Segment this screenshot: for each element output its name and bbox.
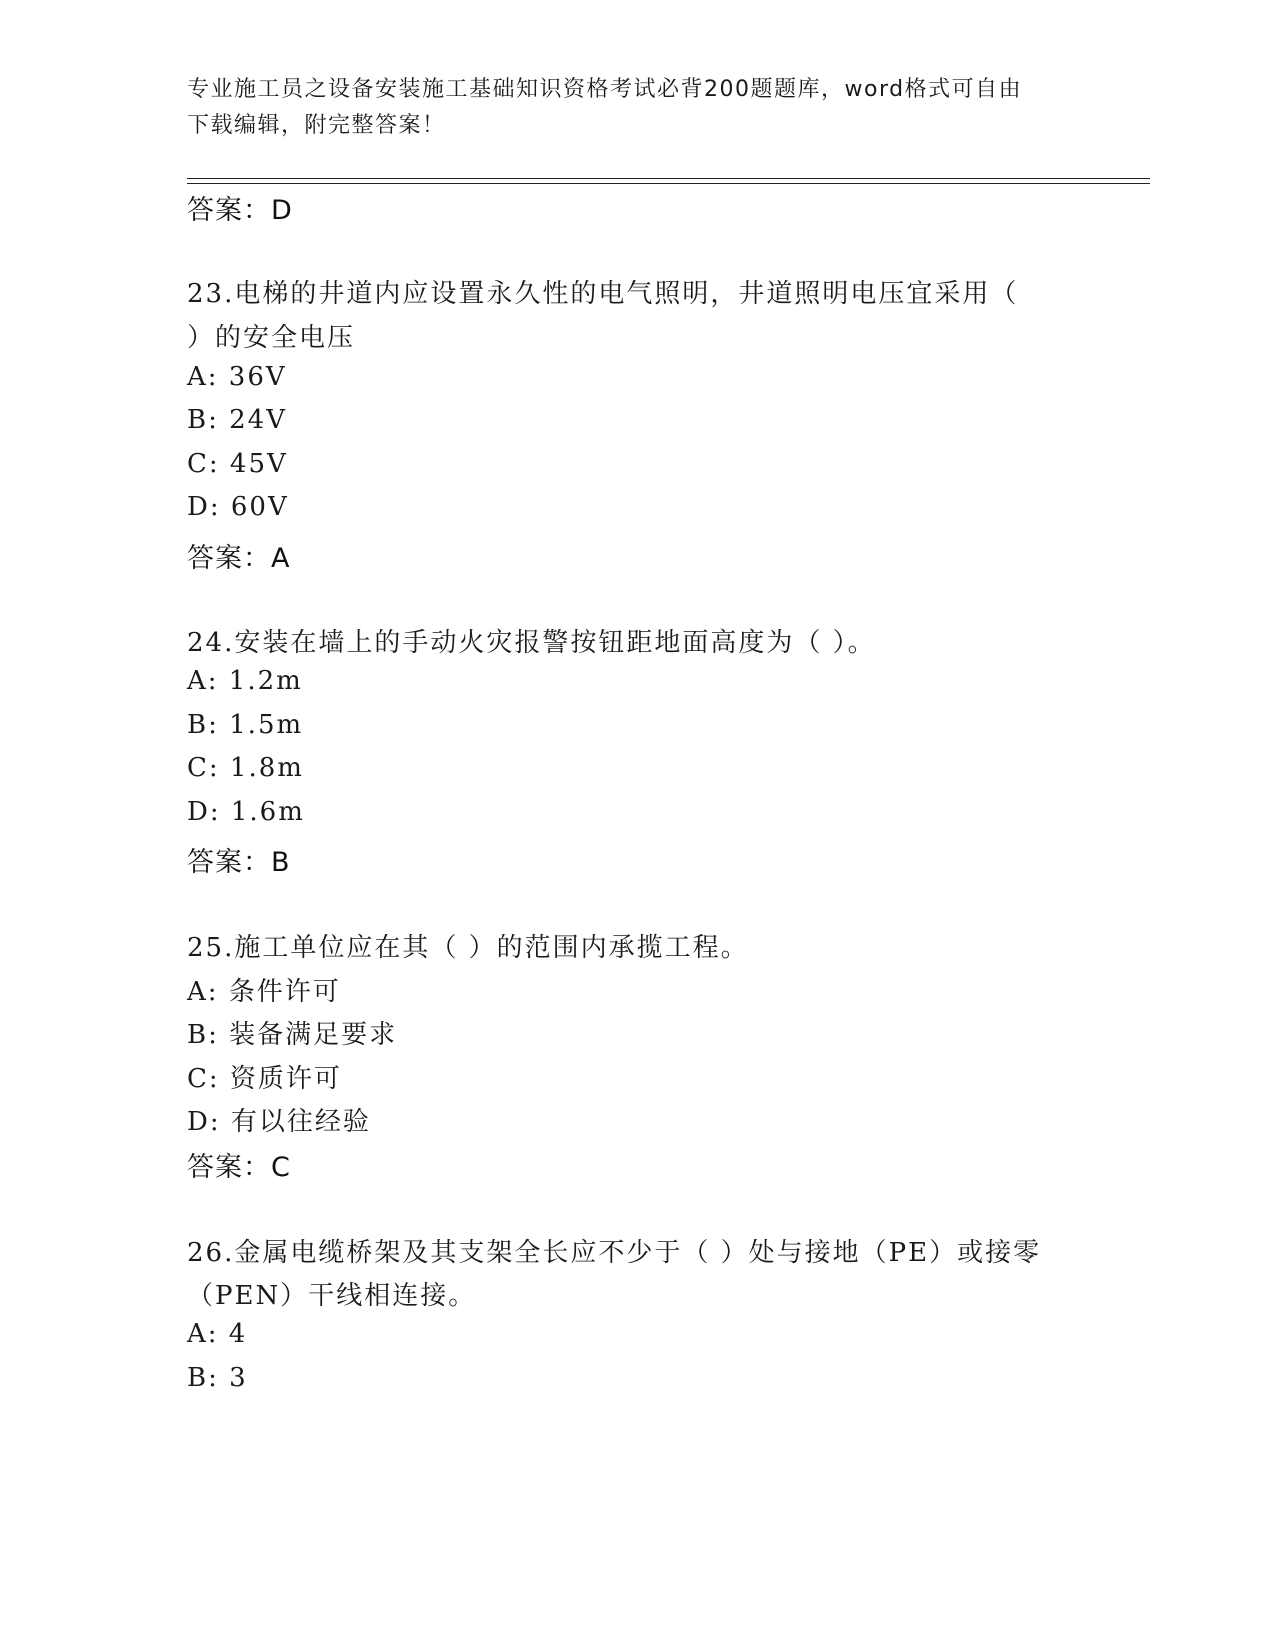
document-header [187,72,1087,144]
header-line-1: 专业施工员之设备安装施工基础知识资格考试必背200题题库，word格式可自由 [187,77,1023,102]
question-26-text: 26.金属电缆桥架及其支架全长应不少于（ ）处与接地（PE）或接零 [187,1238,1042,1268]
question-23-option-a: A: 36V [187,362,287,392]
question-23-text: 23.电梯的井道内应设置永久性的电气照明，井道照明电压宜采用（ [187,279,1019,309]
header-divider-bottom [187,183,1150,184]
question-23-option-c: C: 45V [187,449,288,479]
question-26-option-b: B: 3 [187,1363,248,1393]
question-25-option-c: C: 资质许可 [187,1064,342,1094]
question-24-option-b: B: 1.5m [187,710,304,740]
question-23-answer: 答案：A [187,543,291,574]
question-23-option-b: B: 24V [187,405,287,435]
header-line-2: 下载编辑，附完整答案！ [187,113,446,138]
answer-22: 答案：D [187,195,293,226]
question-24-answer: 答案：B [187,847,291,878]
question-25-option-a: A: 条件许可 [187,977,341,1007]
question-25-answer: 答案：C [187,1152,291,1183]
question-25-option-b: B: 装备满足要求 [187,1020,398,1050]
question-24-text: 24.安装在墙上的手动火灾报警按钮距地面高度为（ ）。 [187,628,876,658]
question-23-text-cont: ）的安全电压 [187,323,356,353]
question-24-option-c: C: 1.8m [187,753,304,783]
question-25-text: 25.施工单位应在其（ ）的范围内承揽工程。 [187,933,749,963]
question-26-text-cont: （PEN）干线相连接。 [187,1281,477,1311]
question-26-option-a: A: 4 [187,1319,248,1349]
question-23-option-d: D: 60V [187,492,289,522]
question-25-option-d: D: 有以往经验 [187,1107,371,1137]
question-24-option-d: D: 1.6m [187,797,305,827]
header-divider-top [187,178,1150,179]
question-24-option-a: A: 1.2m [187,666,303,696]
